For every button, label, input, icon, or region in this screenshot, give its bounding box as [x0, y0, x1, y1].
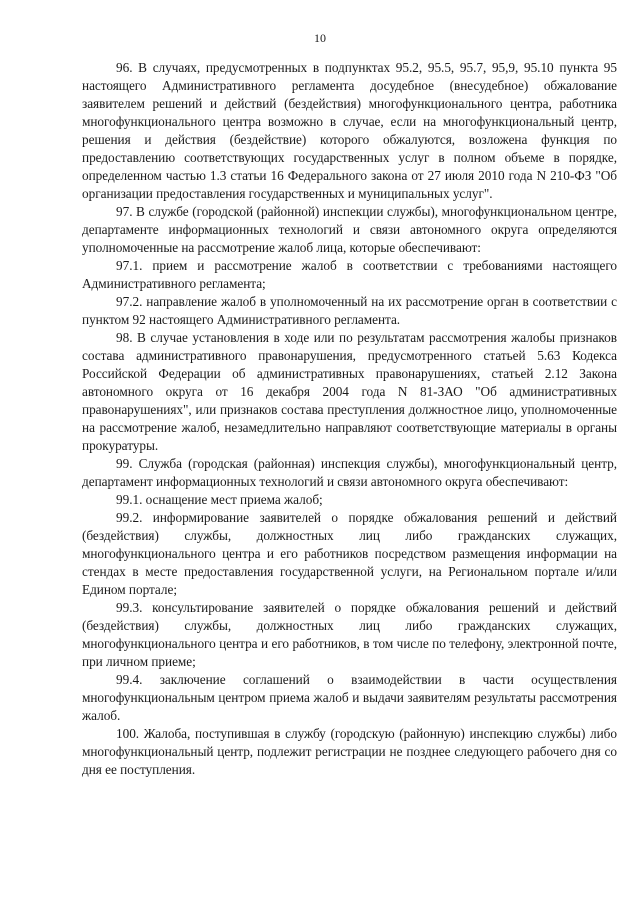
paragraph-98: 98. В случае установления в ходе или по результатам рассмотрения жалобы признаков состава административного правонарушения, предусмотренного статьей 5.63 Кодекса Российской Федерации об административных правонарушениях, статьей 2.12 Закона автономного округа от 16 декабря 2004 года N 81-ЗАО "Об административных правонарушениях", или признаков состава преступления должностное лицо, уполномоченные на рассмотрение жалоб, незамедлительно направляют соответствующие материалы в органы прокуратуры. [82, 330, 617, 453]
paragraph-99-3: 99.3. консультирование заявителей о порядке обжалования решений и действий (бездействия) службы, должностных лиц либо гражданских служащих, многофункционального центра и его работников, в том числе по телефону, электронной почте, при личном приеме; [82, 600, 617, 669]
paragraph-99: 99. Служба (городская (районная) инспекция службы), многофункциональный центр, департамент информационных технологий и связи автономного округа обеспечивают: [82, 456, 617, 489]
paragraph-99-4: 99.4. заключение соглашений о взаимодействии в части осуществления многофункциональным центром приема жалоб и выдачи заявителям результаты рассмотрения жалоб. [82, 672, 617, 723]
paragraph-99-1: 99.1. оснащение мест приема жалоб; [116, 492, 323, 507]
paragraph-96: 96. В случаях, предусмотренных в подпунктах 95.2, 95.5, 95.7, 95,9, 95.10 пункта 95 настоящего Административного регламента досудебное (внесудебное) обжалование заявителем решений и действий (бездействия) многофункционального центра, работника многофункционального центра возможно в случае, если на многофункциональный центр, решения и действия (бездействие) которого обжалуются, возложена функция по предоставлению соответствующих государственных услуг в полном объеме в порядке, определенном частью 1.3 статьи 16 Федерального закона от 27 июля 2010 года N 210-ФЗ "Об организации предоставления государственных и муниципальных услуг". [82, 60, 617, 201]
page-number: 10 [314, 31, 326, 45]
paragraph-100: 100. Жалоба, поступившая в службу (городскую (районную) инспекцию службы) либо многофункциональный центр, подлежит регистрации не позднее следующего рабочего дня со дня ее поступления. [82, 726, 617, 777]
document-body [82, 59, 617, 779]
paragraph-99-2: 99.2. информирование заявителей о порядке обжалования решений и действий (бездействия) службы, должностных лиц либо гражданских служащих, многофункционального центра и его работников посредством размещения информации на стендах в месте предоставления государственной услуги, на Региональном портале и/или Едином портале; [82, 510, 617, 597]
paragraph-97-1: 97.1. прием и рассмотрение жалоб в соответствии с требованиями настоящего Административного регламента; [82, 258, 617, 291]
paragraph-97-2: 97.2. направление жалоб в уполномоченный на их рассмотрение орган в соответствии с пунктом 92 настоящего Административного регламента. [82, 294, 617, 327]
paragraph-97: 97. В службе (городской (районной) инспекции службы), многофункциональном центре, департаменте информационных технологий и связи автономного округа определяются уполномоченные на рассмотрение жалоб лица, которые обеспечивают: [82, 204, 617, 255]
